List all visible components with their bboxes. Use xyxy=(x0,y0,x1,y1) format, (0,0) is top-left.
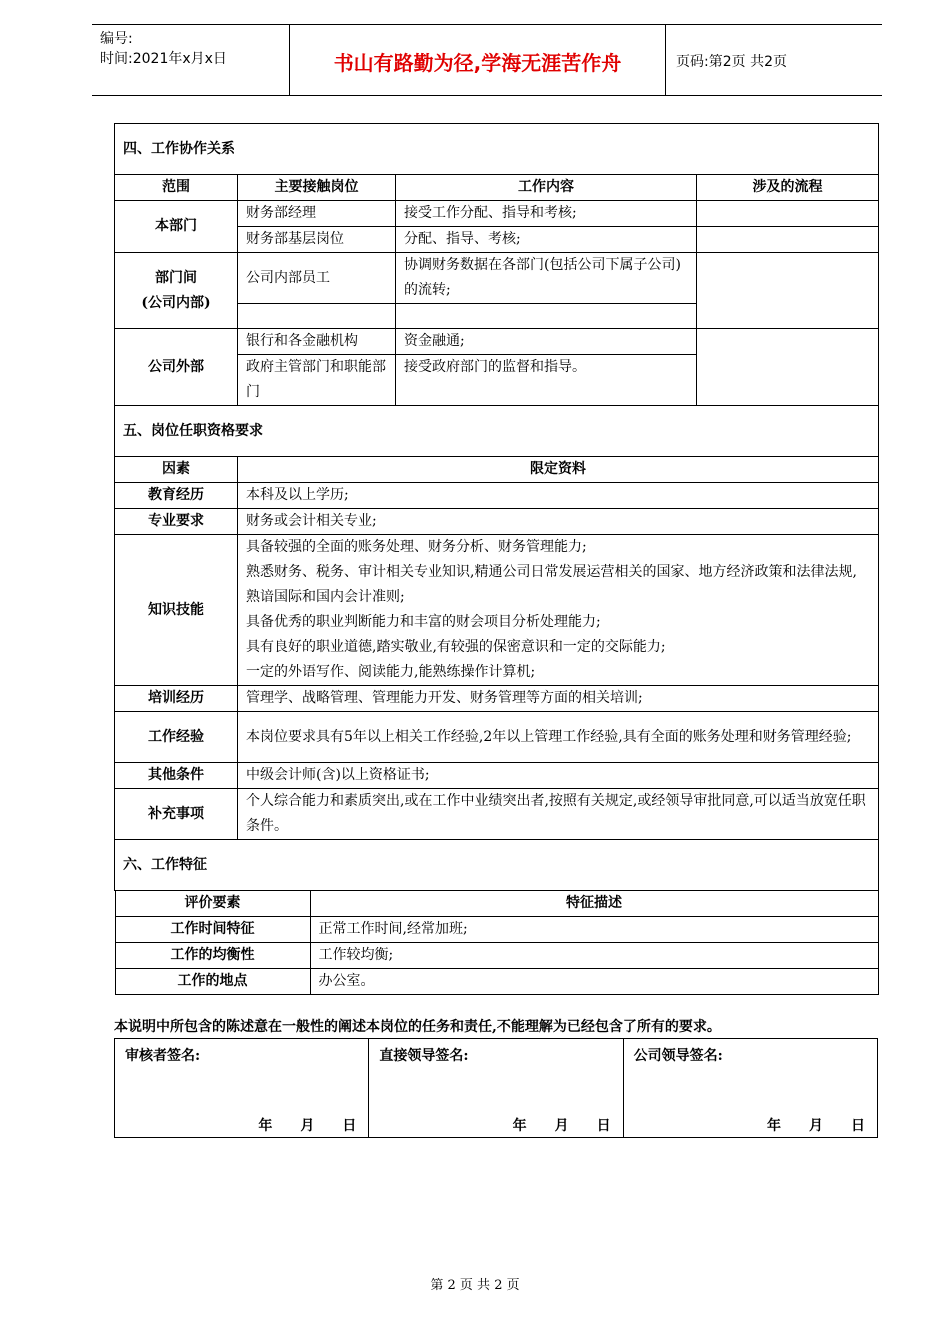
scope-label-line: (公司内部) xyxy=(141,294,211,311)
date-day: 日 xyxy=(342,1118,357,1134)
header-meta xyxy=(100,29,227,69)
factor-value: 本科及以上学历; xyxy=(238,483,879,509)
feature-label: 工作时间特征 xyxy=(115,917,310,943)
scope-label-line: 部门间 xyxy=(155,269,197,286)
section-title-text: 六、工作特征 xyxy=(123,856,207,873)
feature-value: 办公室。 xyxy=(310,969,878,995)
signature-date xyxy=(485,1115,611,1135)
contact-post xyxy=(238,304,396,329)
factor-label: 补充事项 xyxy=(115,789,238,840)
date-day: 日 xyxy=(596,1118,611,1134)
signature-date xyxy=(230,1115,356,1135)
factor-value: 个人综合能力和素质突出,或在工作中业绩突出者,按照有关规定,或经领导审批同意,可以适当放宽任职条件。 xyxy=(238,789,879,840)
features-table xyxy=(115,891,879,995)
date-month: 月 xyxy=(554,1118,569,1134)
contact-post: 银行和各金融机构 xyxy=(238,329,396,355)
signature-label: 审核者签名: xyxy=(125,1048,201,1064)
scope-label: 本部门 xyxy=(115,201,238,253)
feature-value: 正常工作时间,经常加班; xyxy=(310,917,878,943)
factor-label: 专业要求 xyxy=(115,509,238,535)
work-content xyxy=(396,304,697,329)
work-content: 接受政府部门的监督和指导。 xyxy=(396,355,697,406)
date-day: 日 xyxy=(851,1118,865,1134)
column-header: 评价要素 xyxy=(115,891,310,917)
process-cell xyxy=(697,201,879,227)
process-cell xyxy=(697,329,879,406)
column-header: 特征描述 xyxy=(310,891,878,917)
factor-value-skills xyxy=(238,535,879,686)
signature-box-direct-leader[interactable] xyxy=(369,1039,623,1138)
contact-post: 财务部基层岗位 xyxy=(238,227,396,253)
factor-label: 其他条件 xyxy=(115,763,238,789)
feature-label: 工作的地点 xyxy=(115,969,310,995)
document-number-label: 编号: xyxy=(100,31,133,47)
section-title-cooperation: 四、工作协作关系 xyxy=(115,124,879,175)
date-month: 月 xyxy=(809,1118,823,1134)
signature-date xyxy=(739,1115,865,1135)
feature-label: 工作的均衡性 xyxy=(115,943,310,969)
column-header: 工作内容 xyxy=(396,175,697,201)
skill-line: 一定的外语写作、阅读能力,能熟练操作计算机; xyxy=(246,664,536,680)
column-header: 因素 xyxy=(115,457,238,483)
factor-label: 工作经验 xyxy=(115,712,238,763)
contact-post: 政府主管部门和职能部门 xyxy=(238,355,396,406)
job-description-table xyxy=(114,123,879,995)
date-year: 年 xyxy=(512,1118,527,1134)
section-title-features xyxy=(115,840,879,891)
header-divider xyxy=(665,25,666,95)
work-content: 资金融通; xyxy=(396,329,697,355)
skill-line: 具有良好的职业道德,踏实敬业,有较强的保密意识和一定的交际能力; xyxy=(246,639,666,655)
section-title-qualifications: 五、岗位任职资格要求 xyxy=(115,406,879,457)
features-wrapper xyxy=(115,891,879,996)
date-year: 年 xyxy=(767,1118,781,1134)
signature-label: 直接领导签名: xyxy=(379,1048,469,1064)
factor-value: 本岗位要求具有5年以上相关工作经验,2年以上管理工作经验,具有全面的账务处理和财务管理经验; xyxy=(238,712,879,763)
header-page-label: 页码:第2页 共2页 xyxy=(676,54,787,70)
factor-value: 财务或会计相关专业; xyxy=(238,509,879,535)
work-content: 协调财务数据在各部门(包括公司下属子公司)的流转; xyxy=(396,253,697,304)
column-header: 范围 xyxy=(115,175,238,201)
feature-value: 工作较均衡; xyxy=(310,943,878,969)
factor-label: 培训经历 xyxy=(115,686,238,712)
skill-line: 熟悉财务、税务、审计相关专业知识,精通公司日常发展运营相关的国家、地方经济政策和法律法规,熟谙国际和国内会计准则; xyxy=(246,564,857,605)
declaration-text: 本说明中所包含的陈述意在一般性的阐述本岗位的任务和责任,不能理解为已经包含了所有的要求。 xyxy=(114,1019,721,1035)
scope-label xyxy=(115,253,238,329)
signature-label: 公司领导签名: xyxy=(633,1048,723,1064)
header-motto: 书山有路勤为径,学海无涯苦作舟 xyxy=(333,51,622,75)
contact-post: 公司内部员工 xyxy=(238,253,396,304)
process-cell xyxy=(697,227,879,253)
column-header: 限定资料 xyxy=(238,457,879,483)
column-header: 主要接触岗位 xyxy=(238,175,396,201)
date-year: 年 xyxy=(258,1118,273,1134)
factor-label: 教育经历 xyxy=(115,483,238,509)
page-footer: 第 2 页 共 2 页 xyxy=(430,1278,520,1293)
date-month: 月 xyxy=(300,1118,315,1134)
column-header: 涉及的流程 xyxy=(697,175,879,201)
page-header xyxy=(92,24,882,96)
work-content: 接受工作分配、指导和考核; xyxy=(396,201,697,227)
signature-box-reviewer[interactable] xyxy=(115,1039,369,1138)
skill-line: 具备较强的全面的账务处理、财务分析、财务管理能力; xyxy=(246,539,587,555)
skill-line: 具备优秀的职业判断能力和丰富的财会项目分析处理能力; xyxy=(246,614,601,630)
factor-value: 中级会计师(含)以上资格证书; xyxy=(238,763,879,789)
signature-table xyxy=(114,1038,878,1138)
contact-post: 财务部经理 xyxy=(238,201,396,227)
signature-box-company-leader[interactable] xyxy=(623,1039,877,1138)
factor-label: 知识技能 xyxy=(115,535,238,686)
scope-label: 公司外部 xyxy=(115,329,238,406)
process-cell xyxy=(697,253,879,329)
work-content: 分配、指导、考核; xyxy=(396,227,697,253)
document-time-label: 时间:2021年x月x日 xyxy=(100,51,227,67)
factor-value: 管理学、战略管理、管理能力开发、财务管理等方面的相关培训; xyxy=(238,686,879,712)
